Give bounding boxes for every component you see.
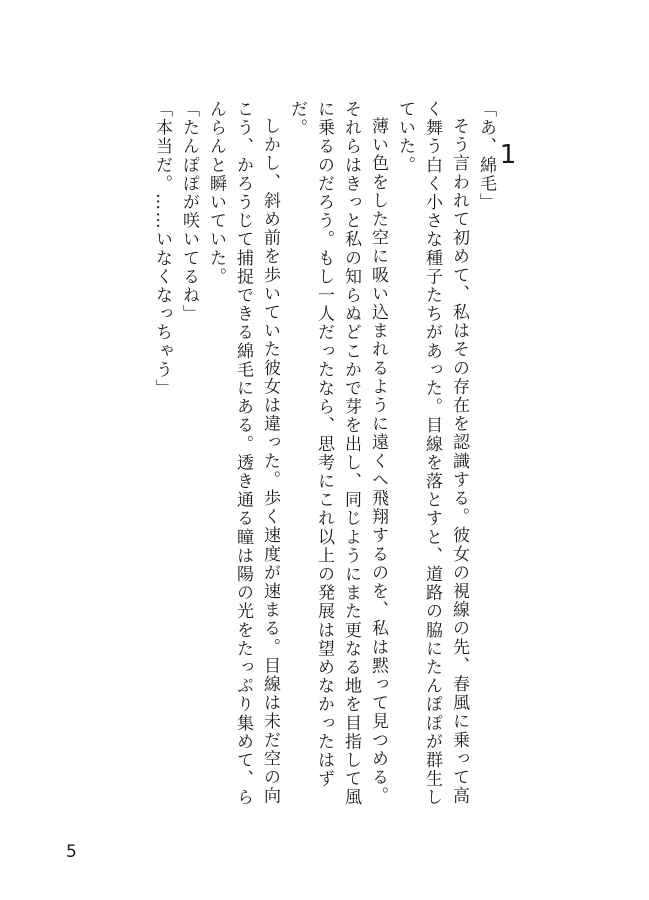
paragraph: 「本当だ。……いなくなっちゃう」 — [152, 100, 172, 398]
paragraph: 「あ、綿毛」 — [476, 100, 496, 212]
paragraph: 薄い色をした空に吸い込まれるように遠くへ飛翔するのを、私は黙って見つめる。それらはきっと私の知らぬどこかで芽を出し、同じようにまた更なる地を目指して風に乗るのだろう。もし一人だったなら、思考にこれ以上の発展は望めなかったはずだ。 — [287, 100, 388, 807]
chapter-number: 1 — [499, 140, 517, 170]
page-number: 5 — [66, 842, 77, 862]
paragraph: 「たんぽぽが咲いてるね」 — [179, 100, 199, 324]
paragraph: しかし、斜め前を歩いていた彼女は違った。歩く速度が速まる。目線は未だ空の向こう、かろうじて捕捉できる綿毛にある。透き通る瞳は陽の光をたっぷり集めて、らんらんと瞬いていた。 — [206, 100, 280, 807]
body-text — [148, 100, 499, 820]
paragraph: そう言われて初めて、私はその存在を認識する。彼女の視線の先、春風に乗って高く舞う白く小さな種子たちがあった。目線を落とすと、道路の脇にたんぽぽが群生していた。 — [395, 100, 469, 807]
